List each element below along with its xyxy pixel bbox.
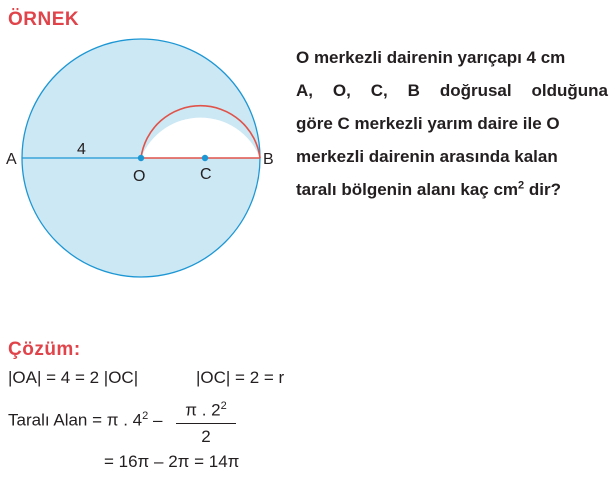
solution-line-1-left: |OA| = 4 = 2 |OC| xyxy=(8,368,139,387)
problem-line-5-text: taralı bölgenin alanı kaç cm xyxy=(296,180,519,199)
fraction-numerator xyxy=(176,396,236,421)
problem-line-5 xyxy=(296,173,616,206)
point-o xyxy=(138,155,144,161)
circle-figure xyxy=(0,36,290,286)
solution-line-2 xyxy=(8,410,162,431)
fraction-denominator: 2 xyxy=(201,426,211,446)
solution-line-2-exponent: 2 xyxy=(142,410,149,422)
problem-line-1: O merkezli dairenin yarıçapı 4 cm xyxy=(296,48,566,67)
problem-line-5-exponent: 2 xyxy=(518,179,525,192)
point-c xyxy=(202,155,208,161)
solution-heading: Çözüm: xyxy=(8,339,81,360)
problem-line-4: merkezli dairenin arasında kalan xyxy=(296,147,558,166)
label-o: O xyxy=(133,168,146,185)
label-radius: 4 xyxy=(77,141,86,158)
fraction-bar xyxy=(176,423,236,424)
problem-line-5-end: dir? xyxy=(524,180,561,199)
label-b: B xyxy=(263,151,274,168)
solution-minus: – xyxy=(148,410,163,430)
label-a: A xyxy=(6,151,17,168)
label-c: C xyxy=(200,166,212,183)
problem-text xyxy=(296,41,616,206)
fraction-numerator-exponent: 2 xyxy=(220,400,227,412)
problem-line-2: A, O, C, B doğrusal olduğuna xyxy=(296,81,608,100)
fraction-numerator-text: π . 2 xyxy=(185,400,221,420)
solution-line-2-text: Taralı Alan = π . 4 xyxy=(8,410,143,430)
problem-line-3: göre C merkezli yarım daire ile O xyxy=(296,114,560,133)
solution-line-3: = 16π – 2π = 14π xyxy=(104,452,240,471)
solution-fraction xyxy=(176,396,236,447)
example-heading: ÖRNEK xyxy=(8,9,80,30)
solution-line-1-right: |OC| = 2 = r xyxy=(196,368,285,387)
